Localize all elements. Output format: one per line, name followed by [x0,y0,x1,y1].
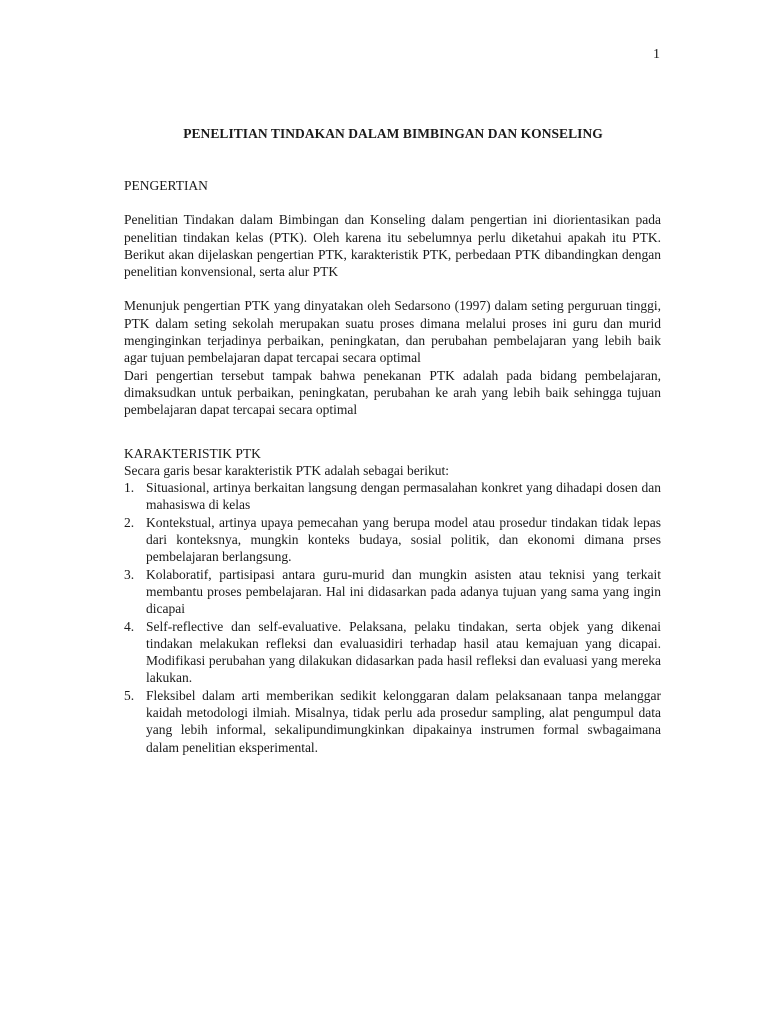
list-item [124,618,661,687]
list-item-text: Kontekstual, artinya upaya pemecahan yang berupa model atau prosedur tindakan tidak lepas dari konteksnya, mungkin konteks budaya, sosial politik, dan ekonomi dimana prses pembelajaran berlangsung. [146,514,661,565]
list-item-number: 2. [124,514,135,530]
list-item [124,514,661,566]
list-item-text: Kolaboratif, partisipasi antara guru-murid dan mungkin asisten atau teknisi yang terkait membantu proses pembelajaran. Hal ini didasarkan pada adanya tujuan yang sama yang ingin dicapai [146,566,661,617]
list-item [124,566,661,618]
karakteristik-intro: Secara garis besar karakteristik PTK adalah sebagai berikut: [124,462,449,478]
paragraph-pengertian-2: Menunjuk pengertian PTK yang dinyatakan oleh Sedarsono (1997) dalam seting perguruan tinggi, PTK dalam seting sekolah merupakan suatu proses dimana melalui proses ini guru dan murid menginginkan terjadinya perbaikan, peningkatan, dan perubahan pembelajaran yang lebih baik agar tujuan pembelajaran dapat tercapai secara optimal [124,298,661,366]
page-number: 1 [653,47,660,62]
list-item [124,479,661,514]
list-item-number: 5. [124,687,135,703]
document-title: PENELITIAN TINDAKAN DALAM BIMBINGAN DAN KONSELING [183,126,603,141]
list-item [124,687,661,756]
section-heading-pengertian: PENGERTIAN [124,178,208,193]
list-item-number: 4. [124,618,135,634]
document-body [124,177,661,756]
list-item-number: 3. [124,566,135,582]
section-heading-karakteristik: KARAKTERISTIK PTK [124,445,261,461]
list-item-text: Situasional, artinya berkaitan langsung dengan permasalahan konkret yang dihadapi dosen dan mahasiswa di kelas [146,480,661,513]
paragraph-pengertian-1: Penelitian Tindakan dalam Bimbingan dan Konseling dalam pengertian ini diorientasikan pada penelitian tindakan kelas (PTK). Oleh karena itu sebelumnya perlu diketahui apakah itu PTK. Berikut akan dijelaskan pengertian PTK, karakteristik PTK, perbedaan PTK dibandingkan dengan penelitian konvensional, serta alur PTK [124,212,661,280]
section-pengertian [124,177,661,419]
list-item-number: 1. [124,480,135,496]
list-item-text: Fleksibel dalam arti memberikan sedikit kelonggaran dalam pelaksanaan tanpa melanggar kaidah metodologi ilmiah. Misalnya, tidak perlu ada prosedur sampling, alat pengumpul data yang lebih informal, sekalipundimungkinkan dipakainya instrumen formal swbagaimana dalam penelitian eksperimental. [146,687,661,755]
characteristics-list [124,479,661,756]
paragraph-pengertian-3: Dari pengertian tersebut tampak bahwa penekanan PTK adalah pada bidang pembelajaran, dimaksudkan untuk perbaikan, peningkatan, perubahan ke arah yang lebih baik sehingga tujuan pembelajaran dapat tercapai secara optimal [124,367,661,418]
section-karakteristik [124,445,661,756]
list-item-text: Self-reflective dan self-evaluative. Pelaksana, pelaku tindakan, serta objek yang dikenai tindakan melakukan refleksi dan evaluasidiri terhadap hasil atau kemajuan yang dicapai. Modifikasi perubahan yang dilakukan didasarkan pada hasil refleksi dan evaluasi yang mereka lakukan. [146,618,661,686]
